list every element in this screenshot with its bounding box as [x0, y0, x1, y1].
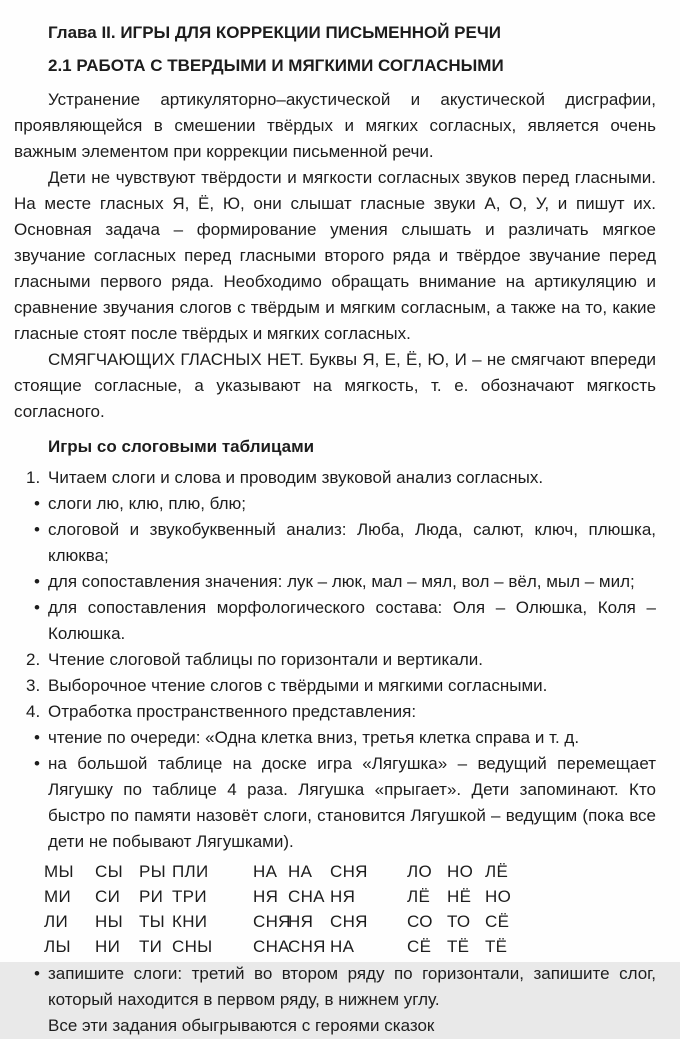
syllable-cell: СЫ [95, 862, 123, 881]
syllable-cell: РЫ [139, 862, 166, 881]
syllable-cell: НЯ [253, 887, 279, 906]
syllable-cell: НЯ [288, 912, 314, 931]
list-number: 1. [26, 468, 41, 487]
syllable-cell: СНА [253, 937, 290, 956]
chapter-heading: Глава II. ИГРЫ ДЛЯ КОРРЕКЦИИ ПИСЬМЕННОЙ РЕЧИ [48, 23, 502, 42]
list-item [34, 491, 656, 517]
syllable-cell: НА [330, 937, 355, 956]
syllable-cell: НИ [95, 937, 121, 956]
syllable-cell: КНИ [172, 912, 208, 931]
syllable-cell: СНЯ [253, 912, 291, 931]
bullet-icon: • [34, 598, 40, 617]
syllable-cell: МИ [44, 887, 71, 906]
syllable-cell: МЫ [44, 862, 74, 881]
syllable-cell: СИ [95, 887, 121, 906]
syllable-cell: НА [253, 862, 278, 881]
syllable-cell: ТИ [139, 937, 163, 956]
syllable-cell: НО [447, 862, 474, 881]
bullet-icon: • [34, 728, 40, 747]
syllable-cell: СЁ [407, 937, 432, 956]
list-item [34, 595, 656, 647]
syllable-cell: ТЁ [447, 937, 470, 956]
syllable-cell: ПЛИ [172, 862, 209, 881]
list-text: слоговой и звукобуквенный анализ: Люба, Люда, салют, ключ, плюшка, клюква; [48, 520, 656, 565]
bullet-icon: • [34, 494, 40, 513]
syllable-table [44, 859, 656, 959]
list-text: чтение по очереди: «Одна клетка вниз, третья клетка справа и т. д. [48, 728, 580, 747]
syllable-cell: РИ [139, 887, 164, 906]
syllable-cell: НЁ [447, 887, 472, 906]
syllable-cell: ТЁ [485, 937, 508, 956]
closing-line: Все эти задания обыгрываются с героями сказок [48, 1016, 435, 1035]
list-text: для сопоставления значения: лук – люк, мал – мял, вол – вёл, мыл – мил; [48, 572, 635, 591]
list-item [26, 699, 656, 725]
paragraph-children-hearing: Дети не чувствуют твёрдости и мягкости согласных звуков перед гласными. На месте гласных Я, Ё, Ю, они слышат гласные звуки А, О, У, и пишут их. Основная задача – формирование умения слышать и различать мягкое звучание согласных перед гласными второго ряда и твёрдое звучание перед гласными первого ряда. Необходимо обращать внимание на артикуляцию и сравнение звучания слогов с твёрдым и мягким согласным, а также на то, какие гласные стоят после твёрдых и мягких согласных. [14, 168, 656, 343]
bullet-icon: • [34, 964, 40, 983]
syllable-cell: ЛО [407, 862, 432, 881]
paragraph-softening-vowels: СМЯГЧАЮЩИХ ГЛАСНЫХ НЕТ. Буквы Я, Е, Ё, Ю, И – не смягчают впереди стоящие согласные, а указывают на мягкость, т. е. обозначают мягкость согласного. [14, 350, 656, 421]
syllable-cell: ЛИ [44, 912, 68, 931]
bullet-icon: • [34, 520, 40, 539]
syllable-cell: НА [288, 862, 313, 881]
syllable-cell: СО [407, 912, 433, 931]
list-item [26, 465, 656, 491]
list-text: на большой таблице на доске игра «Лягушка» – ведущий перемещает Лягушку по таблице 4 раза. Лягушка «прыгает». Дети запоминают. Кто быстро по памяти назовёт слоги, становится Лягушкой – ведущим (пока все дети не побывают Лягушками). [48, 754, 656, 851]
syllable-cell: НЯ [330, 887, 356, 906]
list-text: слоги лю, клю, плю, блю; [48, 494, 247, 513]
paragraph-dysgraphia: Устранение артикуляторно–акустической и акустической дисграфии, проявляющейся в смешении твёрдых и мягких согласных, является очень важным элементом при коррекции письменной речи. [14, 90, 656, 161]
syllable-cell: ЛЫ [44, 937, 71, 956]
list-text: Отработка пространственного представления: [48, 702, 417, 721]
syllable-cell: ЛЁ [407, 887, 431, 906]
list-text: для сопоставления морфологического состава: Оля – Олюшка, Коля – Колюшка. [48, 598, 656, 643]
syllable-cell: СНА [288, 887, 325, 906]
syllable-cell: СНЯ [288, 937, 326, 956]
list-text: Чтение слоговой таблицы по горизонтали и вертикали. [48, 650, 483, 669]
syllable-cell: ТЫ [139, 912, 166, 931]
list-item [34, 751, 656, 855]
syllable-cell: ТО [447, 912, 471, 931]
syllable-cell: ЛЁ [485, 862, 509, 881]
section-heading: 2.1 РАБОТА С ТВЕРДЫМИ И МЯГКИМИ СОГЛАСНЫМИ [48, 56, 504, 75]
syllable-cell: СНЫ [172, 937, 213, 956]
syllable-cell: СНЯ [330, 912, 368, 931]
games-subheading: Игры со слоговыми таблицами [48, 437, 315, 456]
list-item [26, 647, 656, 673]
list-item [34, 961, 656, 1013]
list-item [34, 517, 656, 569]
list-item [34, 569, 656, 595]
list-text: Читаем слоги и слова и проводим звуковой анализ согласных. [48, 468, 544, 487]
list-text: Выборочное чтение слогов с твёрдыми и мягкими согласными. [48, 676, 548, 695]
syllable-cell: СЁ [485, 912, 510, 931]
list-text: запишите слоги: третий во втором ряду по горизонтали, запишите слог, который находится в первом ряду, в нижнем углу. [48, 964, 656, 1009]
syllable-cell: НО [485, 887, 512, 906]
list-number: 3. [26, 676, 41, 695]
bullet-icon: • [34, 754, 40, 773]
syllable-cell: СНЯ [330, 862, 368, 881]
list-number: 4. [26, 702, 41, 721]
bullet-icon: • [34, 572, 40, 591]
syllable-cell: НЫ [95, 912, 123, 931]
list-item [34, 725, 656, 751]
syllable-cell: ТРИ [172, 887, 207, 906]
list-number: 2. [26, 650, 41, 669]
list-item [26, 673, 656, 699]
